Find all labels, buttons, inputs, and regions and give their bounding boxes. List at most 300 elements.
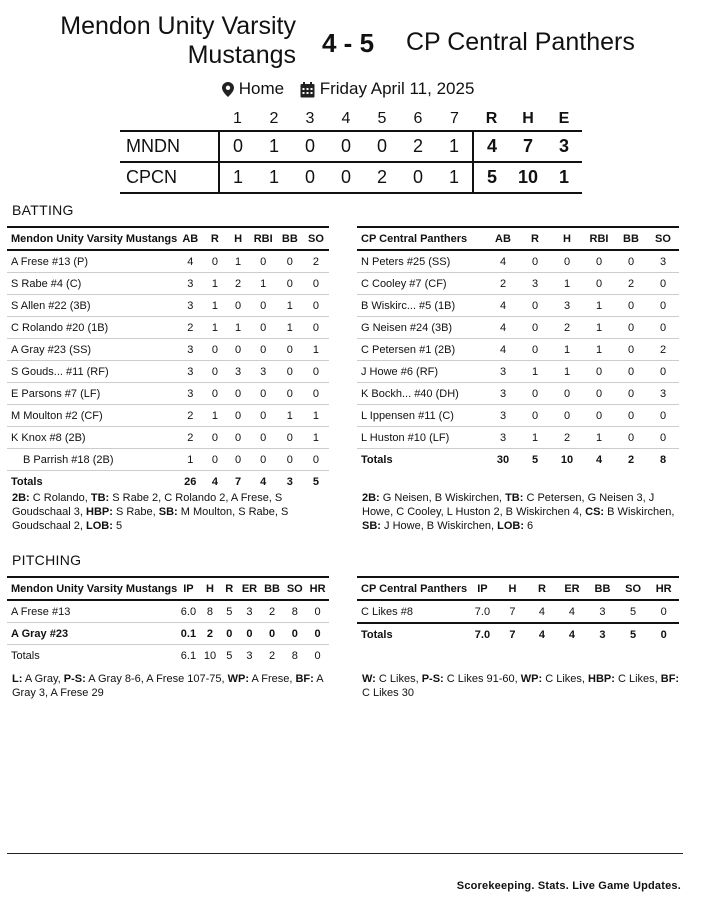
team-column-header: CP Central Panthers bbox=[357, 227, 487, 250]
player-name: K Knox #8 (2B) bbox=[7, 427, 177, 449]
stat-column-header: SO bbox=[303, 227, 329, 250]
stat-cell: 0 bbox=[277, 339, 303, 361]
pitching-table-home bbox=[7, 576, 329, 666]
stat-cell: 0 bbox=[250, 405, 277, 427]
stat-cell: 2 bbox=[177, 427, 203, 449]
stat-cell: 5 bbox=[618, 600, 649, 623]
stat-cell: 3 bbox=[177, 295, 203, 317]
player-row bbox=[357, 295, 679, 317]
note-label: P-S: bbox=[63, 673, 86, 685]
footer-tagline: Scorekeeping. Stats. Live Game Updates. bbox=[456, 880, 681, 892]
stat-cell: 0 bbox=[519, 383, 551, 405]
player-row bbox=[7, 339, 329, 361]
note-label: TB: bbox=[505, 492, 524, 504]
stat-column-header: AB bbox=[177, 227, 203, 250]
totals-cell: 4 bbox=[260, 475, 267, 488]
stat-cell: 1 bbox=[519, 427, 551, 449]
stat-cell: 0 bbox=[583, 250, 615, 273]
stat-cell: 0 bbox=[203, 427, 226, 449]
player-name: L Huston #10 (LF) bbox=[357, 427, 487, 449]
stat-cell: 1 bbox=[203, 273, 226, 295]
stat-cell: 0 bbox=[519, 250, 551, 273]
note-text: S Rabe, bbox=[112, 506, 159, 518]
stat-cell: 0 bbox=[615, 295, 647, 317]
note-text: 6 bbox=[523, 520, 534, 532]
stat-cell: 1 bbox=[551, 361, 583, 383]
stat-cell: 3 bbox=[487, 427, 519, 449]
stat-cell: 5 bbox=[220, 600, 238, 623]
stat-cell: 0 bbox=[238, 623, 260, 645]
errors-header: E bbox=[558, 110, 570, 127]
batting-notes-away bbox=[362, 491, 680, 533]
stat-cell: 0 bbox=[226, 449, 249, 471]
stat-cell: 3 bbox=[487, 383, 519, 405]
stat-cell: 0 bbox=[261, 623, 284, 645]
player-name: A Gray #23 (SS) bbox=[7, 339, 177, 361]
stat-cell: 0 bbox=[615, 317, 647, 339]
player-row bbox=[357, 317, 679, 339]
totals-cell: 2 bbox=[268, 649, 276, 662]
stat-cell: 0 bbox=[250, 250, 277, 273]
note-label: CS: bbox=[585, 506, 605, 518]
note-label: 2B: bbox=[12, 492, 30, 504]
note-text: A Frese, bbox=[249, 673, 296, 685]
stat-column-header: RBI bbox=[250, 227, 277, 250]
pitching-notes-home bbox=[12, 672, 330, 700]
note-label: HBP: bbox=[86, 506, 113, 518]
stat-cell: 0 bbox=[277, 361, 303, 383]
total-runs: 5 bbox=[473, 162, 510, 193]
stat-cell: 2 bbox=[647, 339, 679, 361]
totals-label: Totals bbox=[11, 649, 40, 662]
stat-cell: 0 bbox=[615, 427, 647, 449]
player-row bbox=[357, 339, 679, 361]
stat-cell: 0 bbox=[647, 317, 679, 339]
totals-cell: 4 bbox=[595, 453, 603, 466]
stat-cell: 0 bbox=[277, 383, 303, 405]
stat-cell: 4 bbox=[487, 295, 519, 317]
stat-cell: 0 bbox=[303, 295, 329, 317]
inning-runs: 0 bbox=[304, 136, 315, 156]
stat-cell: 7 bbox=[498, 600, 528, 623]
inning-header: 7 bbox=[450, 110, 459, 127]
stat-cell: 2 bbox=[615, 273, 647, 295]
home-team-name: Mendon Unity Varsity Mustangs bbox=[60, 12, 296, 69]
stat-cell: 4 bbox=[527, 600, 557, 623]
stat-cell: 0 bbox=[583, 405, 615, 427]
inning-runs: 1 bbox=[448, 167, 459, 187]
player-row bbox=[7, 361, 329, 383]
stat-cell: 0 bbox=[277, 427, 303, 449]
totals-cell: 7 bbox=[234, 475, 242, 488]
stat-cell: 1 bbox=[277, 317, 303, 339]
stat-cell: 0 bbox=[615, 250, 647, 273]
note-label: W: bbox=[362, 673, 376, 685]
stat-cell: 1 bbox=[583, 427, 615, 449]
stat-cell: 1 bbox=[226, 250, 249, 273]
note-text: A Gray 3, A Frese 29 bbox=[12, 673, 323, 699]
note-text: S Rabe 2, C Rolando 2, A Frese, S Goudschaal 3, bbox=[12, 492, 283, 518]
runs-header: R bbox=[485, 110, 498, 127]
stat-cell: 0 bbox=[303, 449, 329, 471]
pitching-section-title: PITCHING bbox=[12, 552, 82, 568]
stat-column-header: H bbox=[200, 577, 221, 600]
totals-row bbox=[357, 623, 679, 645]
inning-header: 3 bbox=[305, 110, 315, 127]
team-column-header: Mendon Unity Varsity Mustangs bbox=[7, 227, 177, 250]
stat-cell: 6.0 bbox=[177, 600, 199, 623]
player-row bbox=[357, 600, 679, 623]
stat-cell: 0 bbox=[583, 383, 615, 405]
batting-table-home bbox=[7, 226, 329, 492]
pitching-notes-away bbox=[362, 672, 680, 700]
table-header-row bbox=[7, 227, 329, 250]
away-team-name: CP Central Panthers bbox=[406, 28, 635, 56]
player-row bbox=[357, 383, 679, 405]
stat-cell: 0 bbox=[306, 623, 329, 645]
stat-cell: 0 bbox=[303, 383, 329, 405]
totals-cell: 10 bbox=[560, 453, 574, 466]
stat-cell: 4 bbox=[487, 339, 519, 361]
stat-cell: 2 bbox=[551, 427, 583, 449]
stat-column-header: R bbox=[527, 577, 557, 600]
date-label: Friday April 11, 2025 bbox=[319, 79, 475, 98]
player-name: G Neisen #24 (3B) bbox=[357, 317, 487, 339]
totals-label: Totals bbox=[357, 623, 467, 645]
table-header-row bbox=[357, 577, 679, 600]
stat-cell: 0 bbox=[226, 339, 249, 361]
stat-cell: 2 bbox=[303, 250, 329, 273]
note-text: C Likes 30 bbox=[362, 687, 414, 699]
stat-cell: 0 bbox=[551, 383, 583, 405]
inning-runs: 0 bbox=[304, 167, 315, 187]
stat-cell: 0 bbox=[250, 317, 277, 339]
player-name: C Likes #8 bbox=[357, 600, 467, 623]
stat-cell: 1 bbox=[519, 361, 551, 383]
stat-cell: 8 bbox=[283, 600, 306, 623]
totals-cell: 5 bbox=[312, 475, 319, 488]
totals-cell: 5 bbox=[531, 453, 539, 466]
stat-cell: 4 bbox=[487, 317, 519, 339]
stat-cell: 1 bbox=[203, 405, 226, 427]
batting-notes-home bbox=[12, 491, 330, 533]
inning-runs: 0 bbox=[376, 136, 387, 156]
player-name: C Petersen #1 (2B) bbox=[357, 339, 487, 361]
stat-cell: 3 bbox=[551, 295, 583, 317]
stat-cell: 3 bbox=[250, 361, 277, 383]
total-hits: 7 bbox=[522, 136, 533, 156]
player-name: A Gray #23 bbox=[7, 623, 177, 645]
stat-cell: 1 bbox=[303, 427, 329, 449]
stat-cell: 4 bbox=[557, 600, 588, 623]
stat-cell: 2 bbox=[487, 273, 519, 295]
stat-cell: 0 bbox=[519, 317, 551, 339]
note-label: TB: bbox=[90, 492, 110, 504]
stat-cell: 3 bbox=[177, 339, 203, 361]
note-text: C Likes, bbox=[542, 673, 589, 685]
stat-column-header: R bbox=[519, 227, 551, 250]
stat-column-header: SO bbox=[283, 577, 306, 600]
totals-cell: 5 bbox=[618, 623, 649, 645]
stat-column-header: H bbox=[551, 227, 583, 250]
total-errors: 3 bbox=[558, 136, 569, 156]
stat-cell: 0 bbox=[303, 317, 329, 339]
player-row bbox=[357, 405, 679, 427]
team-column-header: Mendon Unity Varsity Mustangs bbox=[7, 577, 177, 600]
player-row bbox=[7, 383, 329, 405]
stat-cell: 1 bbox=[277, 295, 303, 317]
stat-cell: 0 bbox=[250, 295, 277, 317]
stat-cell: 3 bbox=[587, 600, 618, 623]
stat-cell: 1 bbox=[303, 339, 329, 361]
player-name: E Parsons #7 (LF) bbox=[7, 383, 177, 405]
player-row bbox=[7, 295, 329, 317]
stat-cell: 0 bbox=[615, 405, 647, 427]
stat-cell: 1 bbox=[583, 339, 615, 361]
stat-cell: 1 bbox=[583, 317, 615, 339]
player-name: N Peters #25 (SS) bbox=[357, 250, 487, 273]
stat-cell: 0 bbox=[277, 250, 303, 273]
stat-cell: 1 bbox=[226, 317, 249, 339]
stat-cell: 0 bbox=[220, 623, 238, 645]
note-text: C Likes, bbox=[614, 673, 661, 685]
location-label: Home bbox=[238, 79, 285, 98]
batting-section-title: BATTING bbox=[12, 202, 74, 218]
stat-cell: 2 bbox=[551, 317, 583, 339]
inning-runs: 0 bbox=[340, 167, 351, 187]
stat-column-header: BB bbox=[261, 577, 284, 600]
stat-cell: 0 bbox=[250, 427, 277, 449]
player-name: B Parrish #18 (2B) bbox=[7, 449, 177, 471]
stat-cell: 1 bbox=[551, 273, 583, 295]
player-row bbox=[7, 600, 329, 623]
total-runs: 4 bbox=[473, 131, 510, 162]
stat-cell: 0 bbox=[583, 361, 615, 383]
totals-row bbox=[357, 449, 679, 471]
stat-cell: 2 bbox=[226, 273, 249, 295]
inning-runs: 2 bbox=[376, 167, 387, 187]
team-column-header: CP Central Panthers bbox=[357, 577, 467, 600]
player-row bbox=[7, 250, 329, 273]
totals-cell: 3 bbox=[246, 649, 253, 662]
totals-cell: 8 bbox=[659, 453, 667, 466]
stat-column-header: H bbox=[498, 577, 528, 600]
totals-cell: 30 bbox=[496, 453, 510, 466]
note-label: HBP: bbox=[588, 673, 615, 685]
stat-column-header: SO bbox=[618, 577, 649, 600]
note-text: A Gray, bbox=[22, 673, 64, 685]
stat-cell: 1 bbox=[250, 273, 277, 295]
line-score-row bbox=[120, 131, 582, 162]
stat-cell: 2 bbox=[177, 405, 203, 427]
note-label: SB: bbox=[158, 506, 178, 518]
stat-cell: 0 bbox=[519, 339, 551, 361]
stat-cell: 0 bbox=[615, 361, 647, 383]
stat-cell: 0 bbox=[226, 383, 249, 405]
player-row bbox=[7, 427, 329, 449]
note-label: P-S: bbox=[421, 673, 444, 685]
stat-cell: 0 bbox=[226, 405, 249, 427]
stat-column-header: ER bbox=[557, 577, 588, 600]
player-row bbox=[7, 317, 329, 339]
game-location bbox=[222, 79, 284, 99]
totals-cell: 8 bbox=[291, 649, 298, 662]
stat-cell: 3 bbox=[238, 600, 260, 623]
stat-cell: 0 bbox=[551, 250, 583, 273]
stat-cell: 0 bbox=[203, 383, 226, 405]
player-name: S Gouds... #11 (RF) bbox=[7, 361, 177, 383]
stat-cell: 0 bbox=[250, 339, 277, 361]
inning-runs: 2 bbox=[412, 136, 423, 156]
stat-cell: 3 bbox=[519, 273, 551, 295]
hits-header: H bbox=[522, 110, 534, 127]
player-name: S Rabe #4 (C) bbox=[7, 273, 177, 295]
final-score: 4 - 5 bbox=[322, 28, 375, 58]
note-text: C Rolando, bbox=[29, 492, 91, 504]
stat-cell: 3 bbox=[647, 383, 679, 405]
note-text: M Moulton, S Rabe, S Goudschaal 2, bbox=[12, 506, 289, 532]
stat-column-header: R bbox=[203, 227, 226, 250]
inning-runs: 1 bbox=[232, 167, 243, 187]
totals-cell: 0 bbox=[648, 623, 679, 645]
stat-cell: 0 bbox=[250, 449, 277, 471]
stat-cell: 0 bbox=[647, 361, 679, 383]
stat-cell: 0 bbox=[203, 250, 226, 273]
stat-cell: 0 bbox=[519, 405, 551, 427]
totals-row bbox=[7, 645, 329, 667]
stat-cell: 2 bbox=[177, 317, 203, 339]
stat-cell: 0 bbox=[519, 295, 551, 317]
inning-header: 1 bbox=[233, 110, 242, 127]
stat-cell: 1 bbox=[583, 295, 615, 317]
line-score-row bbox=[120, 162, 582, 193]
player-name: M Moulton #2 (CF) bbox=[7, 405, 177, 427]
totals-cell: 4 bbox=[211, 475, 218, 488]
stat-cell: 0 bbox=[647, 427, 679, 449]
player-name: C Cooley #7 (CF) bbox=[357, 273, 487, 295]
player-name: K Bockh... #40 (DH) bbox=[357, 383, 487, 405]
stat-cell: 1 bbox=[277, 405, 303, 427]
location-pin-icon bbox=[222, 82, 234, 97]
player-name: L Ippensen #11 (C) bbox=[357, 405, 487, 427]
stat-cell: 0 bbox=[647, 273, 679, 295]
stat-column-header: BB bbox=[587, 577, 618, 600]
stat-column-header: IP bbox=[177, 577, 199, 600]
totals-row bbox=[7, 471, 329, 493]
note-text: C Likes, bbox=[375, 673, 422, 685]
note-label: WP: bbox=[227, 673, 250, 685]
note-text: C Likes 91-60, bbox=[443, 673, 521, 685]
stat-cell: 1 bbox=[203, 317, 226, 339]
stat-cell: 1 bbox=[551, 339, 583, 361]
stat-column-header: RBI bbox=[583, 227, 615, 250]
stat-cell: 0 bbox=[283, 623, 306, 645]
line-score-table bbox=[120, 108, 582, 194]
note-label: 2B: bbox=[362, 492, 380, 504]
player-name: C Rolando #20 (1B) bbox=[7, 317, 177, 339]
team-abbr: MNDN bbox=[120, 131, 219, 162]
stat-cell: 1 bbox=[177, 449, 203, 471]
totals-cell: 2 bbox=[627, 453, 635, 466]
inning-runs: 0 bbox=[412, 167, 423, 187]
stat-cell: 4 bbox=[487, 250, 519, 273]
stat-cell: 0 bbox=[615, 339, 647, 361]
game-date bbox=[300, 79, 474, 99]
inning-header: 5 bbox=[377, 110, 387, 127]
inning-header: 2 bbox=[269, 110, 279, 127]
stat-column-header: HR bbox=[648, 577, 679, 600]
note-label: BF: bbox=[660, 673, 680, 685]
stat-column-header: R bbox=[220, 577, 238, 600]
stat-cell: 0 bbox=[203, 361, 226, 383]
totals-label: Totals bbox=[11, 475, 43, 488]
totals-cell: 4 bbox=[527, 623, 557, 645]
note-text: A Gray 8-6, A Frese 107-75, bbox=[85, 673, 228, 685]
team-abbr: CPCN bbox=[120, 162, 219, 193]
totals-cell: 4 bbox=[557, 623, 588, 645]
calendar-icon bbox=[300, 82, 315, 98]
player-row bbox=[357, 361, 679, 383]
player-name: A Frese #13 (P) bbox=[7, 250, 177, 273]
stat-cell: 8 bbox=[200, 600, 221, 623]
player-name: A Frese #13 bbox=[7, 600, 177, 623]
totals-cell: 7.0 bbox=[467, 623, 498, 645]
stat-column-header: ER bbox=[238, 577, 260, 600]
inning-header: 6 bbox=[413, 110, 423, 127]
player-row bbox=[357, 427, 679, 449]
inning-runs: 1 bbox=[448, 136, 459, 156]
stat-cell: 3 bbox=[177, 383, 203, 405]
stat-column-header: BB bbox=[277, 227, 303, 250]
totals-cell: 7 bbox=[498, 623, 528, 645]
table-header-row bbox=[357, 227, 679, 250]
note-label: SB: bbox=[362, 520, 381, 532]
totals-cell: 10 bbox=[203, 649, 217, 662]
note-label: LOB: bbox=[86, 520, 113, 532]
stat-column-header: HR bbox=[306, 577, 329, 600]
stat-cell: 7.0 bbox=[467, 600, 498, 623]
stat-cell: 2 bbox=[200, 623, 221, 645]
player-row bbox=[7, 405, 329, 427]
stat-cell: 0 bbox=[647, 295, 679, 317]
stat-cell: 0 bbox=[277, 273, 303, 295]
player-row bbox=[7, 273, 329, 295]
inning-runs: 1 bbox=[268, 167, 279, 187]
player-row bbox=[7, 623, 329, 645]
totals-cell: 3 bbox=[286, 475, 293, 488]
stat-cell: 0 bbox=[647, 405, 679, 427]
total-errors: 1 bbox=[558, 167, 569, 187]
totals-label: Totals bbox=[361, 453, 393, 466]
stat-cell: 0 bbox=[303, 361, 329, 383]
stat-cell: 3 bbox=[647, 250, 679, 273]
stat-cell: 0 bbox=[648, 600, 679, 623]
player-row bbox=[7, 449, 329, 471]
stat-cell: 0 bbox=[203, 339, 226, 361]
table-header-row bbox=[7, 577, 329, 600]
stat-cell: 3 bbox=[226, 361, 249, 383]
totals-cell: 3 bbox=[587, 623, 618, 645]
stat-cell: 3 bbox=[487, 361, 519, 383]
inning-runs: 0 bbox=[340, 136, 351, 156]
stat-cell: 3 bbox=[487, 405, 519, 427]
note-text: B Wiskirchen, bbox=[604, 506, 675, 518]
note-text: 5 bbox=[112, 520, 123, 532]
batting-table-away bbox=[357, 226, 679, 470]
stat-column-header: SO bbox=[647, 227, 679, 250]
player-name: S Allen #22 (3B) bbox=[7, 295, 177, 317]
stat-cell: 1 bbox=[203, 295, 226, 317]
